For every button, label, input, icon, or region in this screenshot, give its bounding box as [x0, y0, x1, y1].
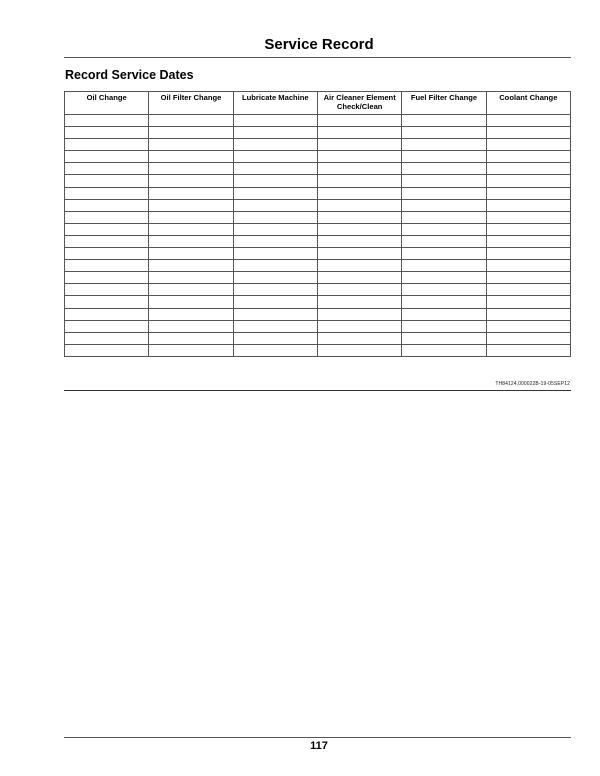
column-header-oil-change: Oil Change	[65, 92, 149, 115]
blank-cell	[486, 284, 570, 296]
blank-cell	[402, 175, 486, 187]
blank-cell	[317, 187, 401, 199]
blank-cell	[486, 223, 570, 235]
blank-cell	[402, 308, 486, 320]
table-row	[65, 235, 571, 247]
table-row	[65, 211, 571, 223]
blank-cell	[149, 211, 233, 223]
blank-cell	[233, 284, 317, 296]
blank-cell	[149, 296, 233, 308]
blank-cell	[402, 248, 486, 260]
blank-cell	[149, 127, 233, 139]
blank-cell	[486, 272, 570, 284]
page-number: 117	[310, 740, 328, 752]
section-heading: Record Service Dates	[65, 68, 194, 82]
blank-cell	[486, 163, 570, 175]
blank-cell	[233, 199, 317, 211]
blank-cell	[233, 223, 317, 235]
blank-cell	[149, 308, 233, 320]
table-row	[65, 151, 571, 163]
blank-cell	[65, 139, 149, 151]
blank-cell	[65, 235, 149, 247]
column-header-lubricate-machine: Lubricate Machine	[233, 92, 317, 115]
blank-cell	[65, 163, 149, 175]
table-row	[65, 260, 571, 272]
page-title: Service Record	[264, 36, 374, 53]
blank-cell	[149, 139, 233, 151]
blank-cell	[486, 151, 570, 163]
table-row	[65, 296, 571, 308]
table-header-row	[65, 92, 571, 115]
blank-cell	[317, 211, 401, 223]
blank-cell	[233, 187, 317, 199]
blank-cell	[402, 272, 486, 284]
blank-cell	[233, 115, 317, 127]
blank-cell	[317, 260, 401, 272]
blank-cell	[402, 139, 486, 151]
blank-cell	[233, 320, 317, 332]
blank-cell	[233, 344, 317, 356]
column-header-coolant-change: Coolant Change	[486, 92, 570, 115]
table-row	[65, 139, 571, 151]
blank-cell	[149, 235, 233, 247]
blank-cell	[65, 296, 149, 308]
blank-cell	[317, 163, 401, 175]
table-row	[65, 163, 571, 175]
blank-cell	[486, 260, 570, 272]
blank-cell	[486, 211, 570, 223]
blank-cell	[233, 308, 317, 320]
table-row	[65, 308, 571, 320]
blank-cell	[317, 127, 401, 139]
blank-cell	[486, 115, 570, 127]
blank-cell	[233, 175, 317, 187]
service-record-table	[64, 91, 571, 357]
blank-cell	[486, 175, 570, 187]
document-code: TH84124,000022B-19-05SEP12	[495, 381, 570, 387]
blank-cell	[402, 284, 486, 296]
blank-cell	[65, 187, 149, 199]
blank-cell	[317, 296, 401, 308]
blank-cell	[402, 127, 486, 139]
blank-cell	[65, 211, 149, 223]
blank-cell	[317, 332, 401, 344]
blank-cell	[149, 248, 233, 260]
blank-cell	[65, 248, 149, 260]
blank-cell	[317, 320, 401, 332]
column-header-air-cleaner-element: Air Cleaner Element Check/Clean	[317, 92, 401, 115]
blank-cell	[317, 284, 401, 296]
blank-cell	[486, 139, 570, 151]
table-row	[65, 199, 571, 211]
blank-cell	[486, 344, 570, 356]
blank-cell	[149, 115, 233, 127]
blank-cell	[317, 248, 401, 260]
blank-cell	[402, 199, 486, 211]
blank-cell	[149, 260, 233, 272]
blank-cell	[65, 272, 149, 284]
table-row	[65, 223, 571, 235]
blank-cell	[65, 151, 149, 163]
blank-cell	[65, 344, 149, 356]
blank-cell	[65, 115, 149, 127]
blank-cell	[149, 151, 233, 163]
blank-cell	[402, 320, 486, 332]
blank-cell	[486, 127, 570, 139]
blank-cell	[402, 332, 486, 344]
blank-cell	[402, 211, 486, 223]
blank-cell	[486, 248, 570, 260]
header-divider	[64, 57, 571, 58]
blank-cell	[149, 223, 233, 235]
blank-cell	[149, 332, 233, 344]
blank-cell	[149, 320, 233, 332]
blank-cell	[402, 151, 486, 163]
blank-cell	[402, 344, 486, 356]
blank-cell	[233, 127, 317, 139]
blank-cell	[149, 175, 233, 187]
blank-cell	[65, 223, 149, 235]
table-row	[65, 127, 571, 139]
blank-cell	[317, 272, 401, 284]
blank-cell	[486, 332, 570, 344]
blank-cell	[233, 248, 317, 260]
blank-cell	[317, 151, 401, 163]
blank-cell	[317, 235, 401, 247]
blank-cell	[233, 211, 317, 223]
blank-cell	[402, 235, 486, 247]
blank-cell	[149, 272, 233, 284]
table-row	[65, 332, 571, 344]
blank-cell	[233, 332, 317, 344]
blank-cell	[233, 163, 317, 175]
blank-cell	[317, 175, 401, 187]
blank-cell	[65, 175, 149, 187]
blank-cell	[65, 260, 149, 272]
table-row	[65, 320, 571, 332]
column-header-fuel-filter-change: Fuel Filter Change	[402, 92, 486, 115]
blank-cell	[317, 308, 401, 320]
blank-cell	[317, 344, 401, 356]
blank-cell	[402, 260, 486, 272]
blank-cell	[149, 163, 233, 175]
blank-cell	[65, 284, 149, 296]
table-row	[65, 344, 571, 356]
blank-cell	[65, 320, 149, 332]
blank-cell	[486, 296, 570, 308]
blank-cell	[486, 308, 570, 320]
blank-cell	[233, 272, 317, 284]
blank-cell	[402, 115, 486, 127]
blank-cell	[233, 151, 317, 163]
blank-cell	[486, 199, 570, 211]
blank-cell	[486, 235, 570, 247]
blank-cell	[317, 139, 401, 151]
blank-cell	[402, 187, 486, 199]
blank-cell	[149, 284, 233, 296]
blank-cell	[65, 308, 149, 320]
blank-cell	[402, 296, 486, 308]
table-row	[65, 248, 571, 260]
table-body	[65, 115, 571, 357]
blank-cell	[317, 223, 401, 235]
blank-cell	[233, 260, 317, 272]
blank-cell	[65, 199, 149, 211]
blank-cell	[317, 199, 401, 211]
blank-cell	[486, 187, 570, 199]
table-row	[65, 115, 571, 127]
table-row	[65, 187, 571, 199]
blank-cell	[233, 235, 317, 247]
table-row	[65, 272, 571, 284]
footer-divider	[64, 737, 571, 738]
blank-cell	[486, 320, 570, 332]
table-row	[65, 175, 571, 187]
blank-cell	[317, 115, 401, 127]
blank-cell	[65, 332, 149, 344]
blank-cell	[402, 223, 486, 235]
blank-cell	[65, 127, 149, 139]
column-header-oil-filter-change: Oil Filter Change	[149, 92, 233, 115]
section-end-divider	[64, 390, 571, 391]
blank-cell	[233, 296, 317, 308]
blank-cell	[149, 187, 233, 199]
blank-cell	[402, 163, 486, 175]
blank-cell	[233, 139, 317, 151]
table-row	[65, 284, 571, 296]
blank-cell	[149, 344, 233, 356]
blank-cell	[149, 199, 233, 211]
